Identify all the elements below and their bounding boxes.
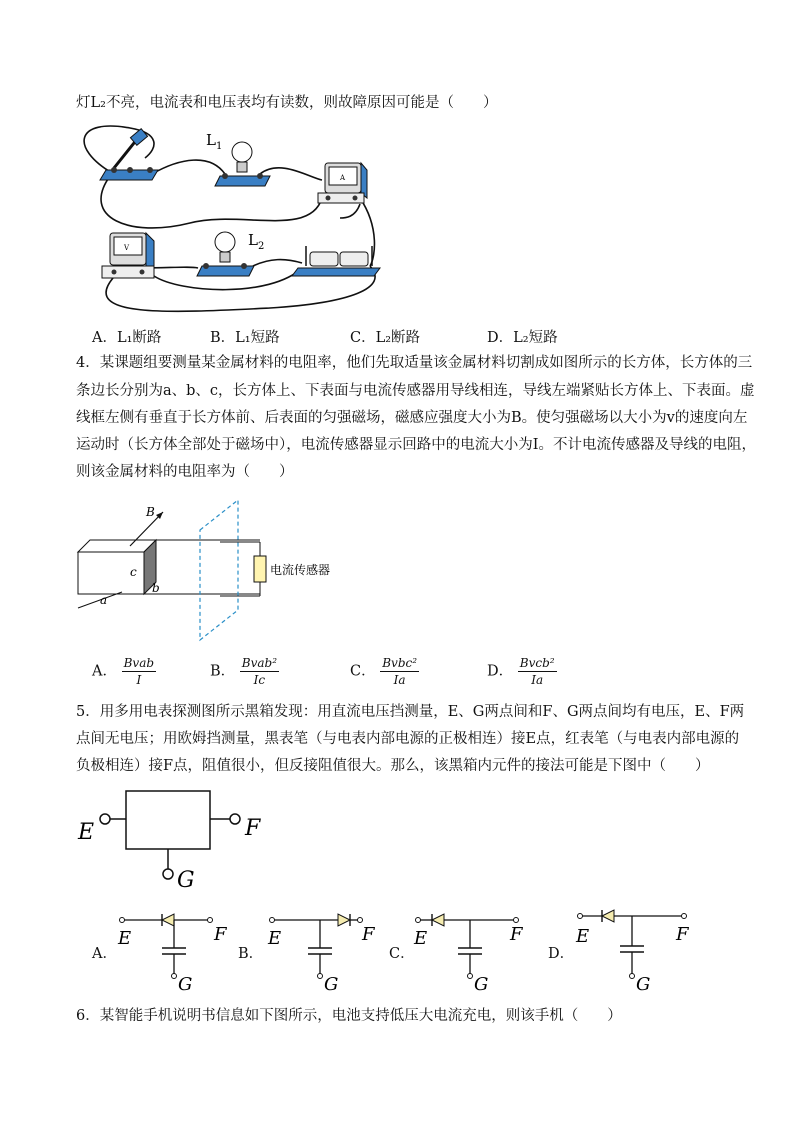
lamp-l2-subscript: 2	[258, 241, 265, 252]
q5-black-box-figure	[70, 785, 290, 895]
q4-option-c-letter: C．	[350, 663, 376, 680]
q5-option-d: D．	[548, 946, 575, 962]
q4-c-label: c	[130, 565, 137, 579]
q5-d-g-label: G	[636, 974, 651, 994]
q5-d-e-label: E	[576, 926, 590, 947]
lamp-l1-subscript: 1	[216, 141, 223, 152]
ammeter-icon	[318, 163, 367, 203]
q5-circuit-b	[262, 910, 382, 994]
q5-line-3: 负极相连）接F点，阻值很小，但反接阻值很大。那么，该黑箱内元件的接法可能是下图中（ ）	[76, 758, 710, 774]
battery-icon	[292, 246, 380, 276]
lamp-l2-label: L	[248, 231, 258, 249]
q5-a-g-label: G	[178, 974, 193, 994]
q4-line-1: 4．某课题组要测量某金属材料的电阻率，他们先取适量该金属材料切割成如图所示的长方体，长方体的三	[76, 355, 753, 371]
q4-option-b-fraction	[240, 656, 279, 687]
q5-a-f-label: F	[214, 924, 227, 945]
q5-c-e-label: E	[414, 928, 428, 949]
q4-b-edge-label: b	[152, 581, 160, 595]
lamp-l1-icon	[215, 142, 270, 186]
q4-magnet-figure	[70, 500, 370, 645]
q4-option-c-den: Ia	[393, 673, 406, 687]
q3-circuit-figure	[70, 118, 390, 318]
q4-option-d-fraction	[518, 656, 557, 687]
q5-d-f-label: F	[676, 924, 689, 945]
q3-option-a: A．L₁断路	[92, 330, 162, 346]
q3-option-c: C．L₂断路	[350, 330, 421, 346]
q5-a-e-label: E	[118, 928, 132, 949]
q4-b-label: B	[146, 505, 155, 519]
q4-option-d	[487, 656, 557, 687]
q4-a-label: a	[100, 593, 108, 607]
q5-circuit-c	[408, 910, 538, 994]
q5-b-f-label: F	[362, 924, 375, 945]
q4-option-b	[210, 656, 279, 687]
q4-option-a-den: I	[136, 673, 142, 687]
q4-option-a-fraction	[122, 656, 156, 687]
q4-option-b-letter: B．	[210, 663, 236, 680]
q4-option-d-letter: D．	[487, 663, 514, 680]
q4-option-d-den: Ia	[531, 673, 544, 687]
q5-option-b: B．	[238, 946, 264, 962]
q3-option-d: D．L₂短路	[487, 330, 558, 346]
q4-option-c-fraction	[380, 656, 419, 687]
q4-option-d-num: Bvcb²	[519, 656, 555, 670]
q5-c-g-label: G	[474, 974, 489, 994]
q5-line-2: 点间无电压；用欧姆挡测量，黑表笔（与电表内部电源的正极相连）接E点，红表笔（与电表内部电源的	[76, 731, 740, 747]
q5-circuit-a	[112, 910, 232, 994]
q5-box-g-label: G	[177, 868, 195, 893]
voltmeter-icon	[102, 233, 154, 278]
q3-stem: 灯L₂不亮，电流表和电压表均有读数，则故障原因可能是（ ）	[76, 95, 498, 111]
q4-line-2: 条边长分别为a、b、c，长方体上、下表面与电流传感器用导线相连，导线左端紧贴长方体上、下表面。虚	[76, 383, 755, 399]
q4-option-b-num: Bvab²	[241, 656, 278, 670]
q5-option-a: A．	[92, 946, 117, 962]
q5-box-e-label: E	[78, 820, 95, 845]
q4-option-a-num: Bvab	[123, 656, 155, 670]
q4-sensor-label: 电流传感器	[270, 563, 331, 577]
q4-line-5: 则该金属材料的电阻率为（ ）	[76, 464, 294, 480]
q5-b-g-label: G	[324, 974, 339, 994]
lamp-l1-label: L	[206, 131, 216, 149]
q4-option-b-den: Ic	[253, 673, 266, 687]
ammeter-letter: A	[340, 174, 346, 182]
q6-stem: 6．某智能手机说明书信息如下图所示，电池支持低压大电流充电，则该手机（ ）	[76, 1008, 622, 1024]
q5-b-e-label: E	[268, 928, 282, 949]
q4-line-3: 线框左侧有垂直于长方体前、后表面的匀强磁场，磁感应强度大小为B。使匀强磁场以大小为v的速度向左	[76, 410, 748, 426]
q5-line-1: 5．用多用电表探测图所示黑箱发现：用直流电压挡测量，E、G两点间和F、G两点间均有电压，E、F两	[76, 704, 745, 720]
q4-option-c	[350, 656, 419, 687]
q5-box-f-label: F	[245, 816, 261, 841]
q4-line-4: 运动时（长方体全部处于磁场中），电流传感器显示回路中的电流大小为I。不计电流传感器及导线的电阻，	[76, 437, 756, 453]
q4-option-a-letter: A．	[92, 663, 117, 680]
q4-option-c-num: Bvbc²	[382, 656, 418, 670]
q3-option-b: B．L₁短路	[210, 330, 280, 346]
lamp-l2-icon	[197, 232, 254, 276]
q5-c-f-label: F	[510, 924, 523, 945]
q4-option-a	[92, 656, 156, 687]
q5-circuit-d	[570, 906, 700, 994]
q5-option-c: C．	[389, 946, 415, 962]
voltmeter-letter: V	[124, 244, 130, 252]
